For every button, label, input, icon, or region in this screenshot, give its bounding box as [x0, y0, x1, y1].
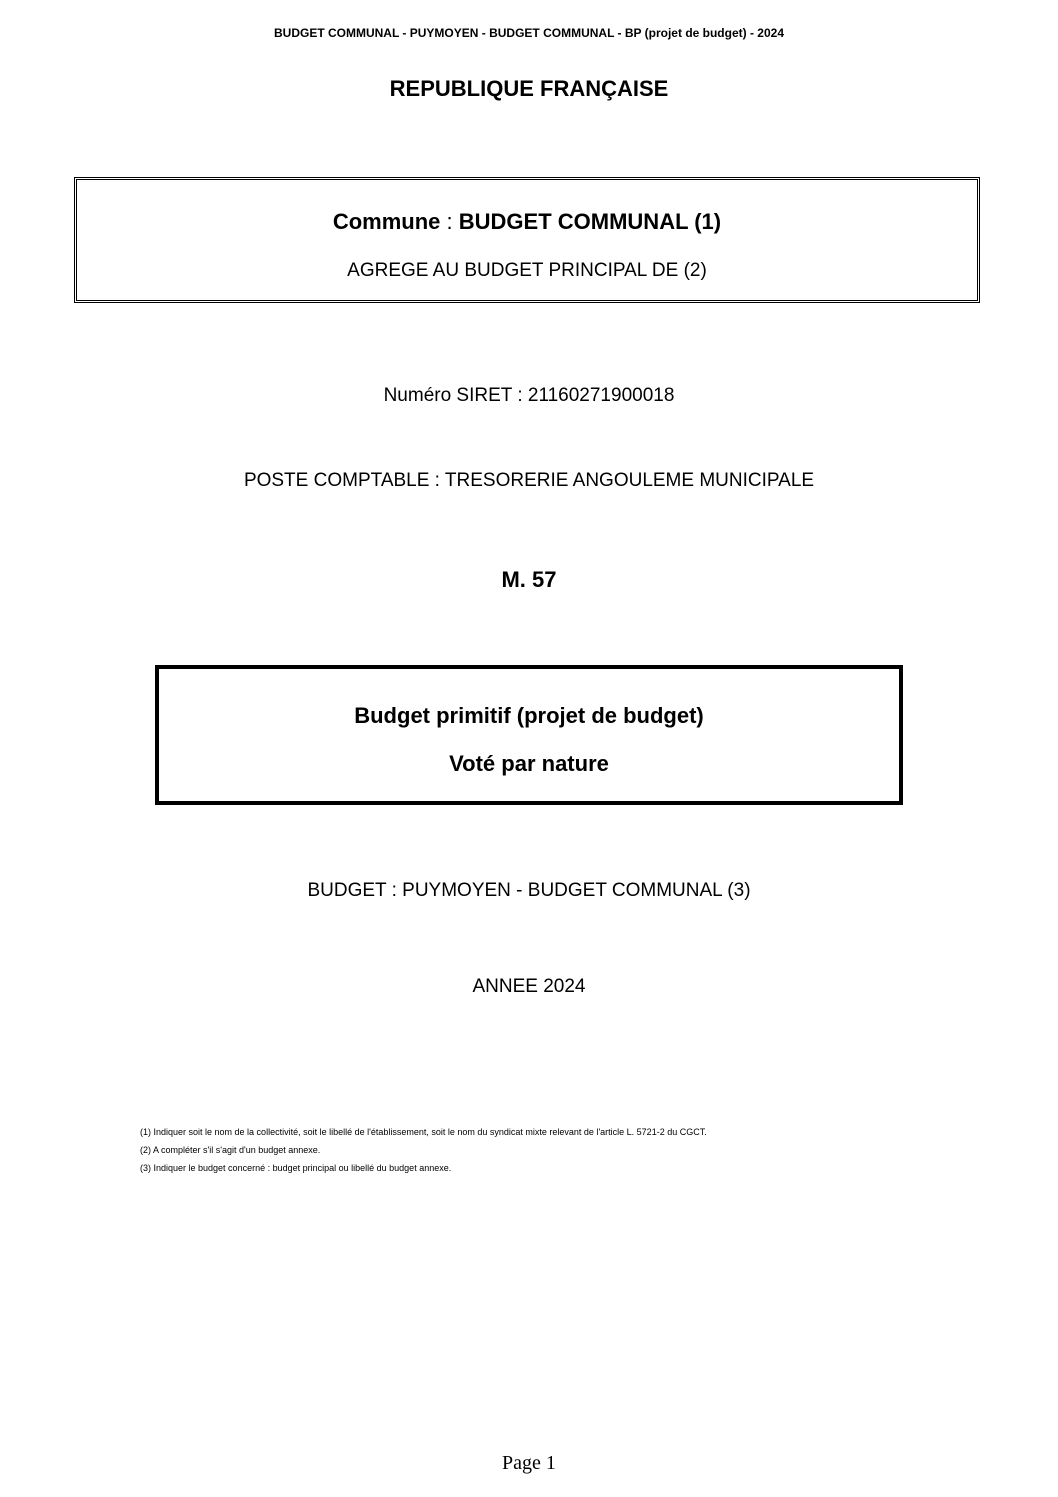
footnotes: [140, 1123, 707, 1177]
running-header: BUDGET COMMUNAL - PUYMOYEN - BUDGET COMMUNAL - BP (projet de budget) - 2024: [273, 26, 784, 40]
commune-separator: :: [440, 209, 459, 234]
commune-label: Commune: [332, 209, 441, 234]
budget-type-box: [155, 665, 903, 805]
republic-heading: REPUBLIQUE FRANÇAISE: [389, 76, 669, 101]
budget-line: BUDGET : PUYMOYEN - BUDGET COMMUNAL (3): [307, 880, 751, 901]
nomenclature: M. 57: [501, 567, 557, 592]
footnote: (3) Indiquer le budget concerné : budget principal ou libellé du budget annexe.: [140, 1163, 452, 1173]
commune-line: [77, 209, 977, 235]
vote-mode: Voté par nature: [449, 751, 609, 776]
aggregated-line: AGREGE AU BUDGET PRINCIPAL DE (2): [347, 260, 707, 281]
commune-box: [74, 177, 980, 303]
commune-name: BUDGET COMMUNAL (1): [458, 209, 722, 234]
year-line: ANNEE 2024: [472, 976, 586, 997]
poste-comptable: POSTE COMPTABLE : TRESORERIE ANGOULEME MUNICIPALE: [243, 470, 815, 491]
footnote: (2) A compléter s'il s'agit d'un budget annexe.: [140, 1145, 321, 1155]
budget-type-title: Budget primitif (projet de budget): [354, 703, 704, 728]
siret-number: Numéro SIRET : 21160271900018: [383, 385, 675, 406]
page-number: Page 1: [502, 1452, 556, 1474]
footnote: (1) Indiquer soit le nom de la collectivité, soit le libellé de l'établissement, soit le nom du syndicat mixte relevant de l'article L. 5721-2 du CGCT.: [140, 1127, 707, 1137]
